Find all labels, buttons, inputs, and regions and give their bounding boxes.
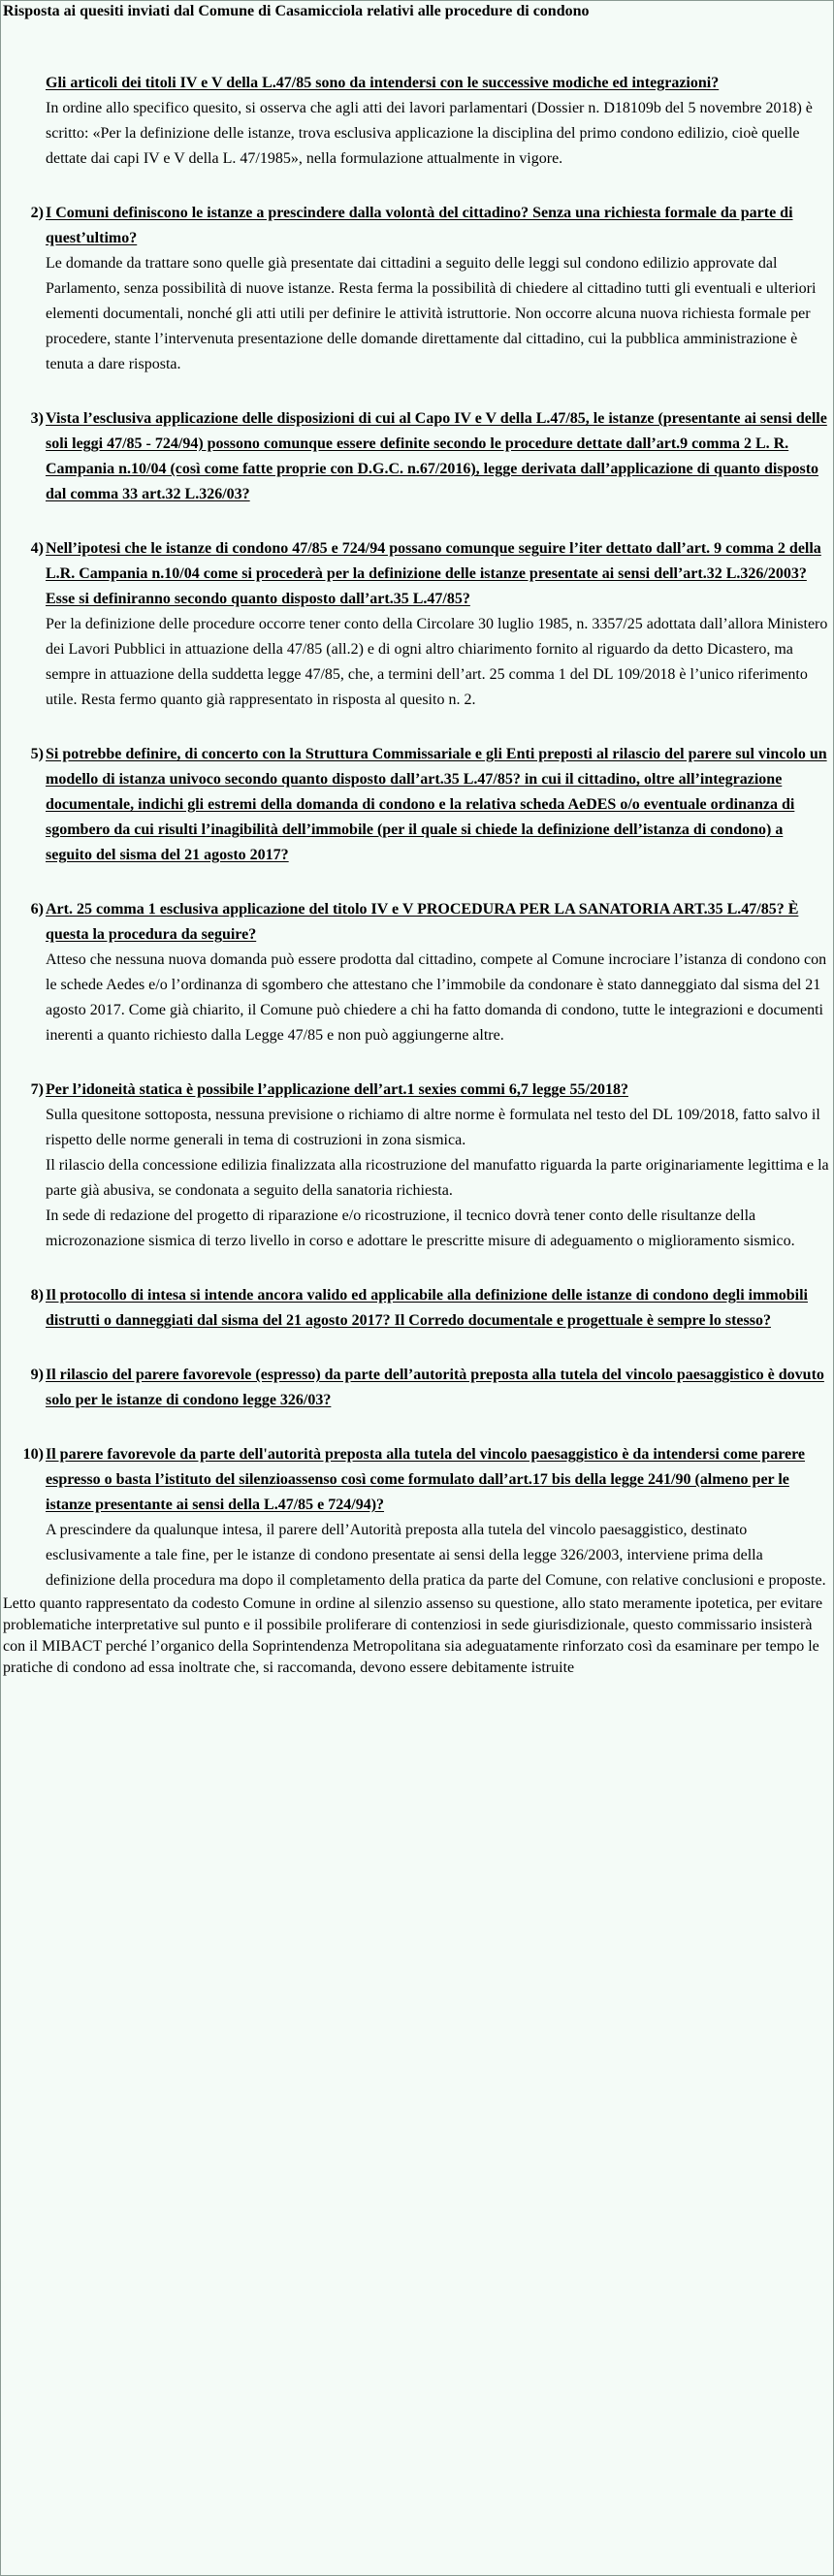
question-number: 8)	[30, 1287, 44, 1304]
answer-text	[46, 1103, 829, 1254]
answer-paragraph: In sede di redazione del progetto di riparazione e/o ricostruzione, il tecnico dovrà tener conto delle risultanze della microzonazione sismica di terzo livello in corso e adottare le prescritte misure di adeguamento o miglioramento sismico.	[46, 1208, 795, 1249]
closing-paragraph: Letto quanto rappresentato da codesto Comune in ordine al silenzio assenso su questione, allo stato meramente ipotetica, per evitare problematiche interpretative sul punto e il possibile proliferare di contenziosi in sede giurisdizionale, questo commissario insisterà con il MIBACT perché l’organico della Soprintendenza Metropolitana sia adeguatamente rinforzato così da esaminare per tempo le pratiche di condono ad essa inoltrate che, si raccomanda, devono essere debitamente istruite	[3, 1595, 823, 1676]
question-number: 6)	[30, 901, 44, 918]
answer-paragraph: Per la definizione delle procedure occorre tener conto della Circolare 30 luglio 1985, n. 3357/25 adottata dall’allora Ministero dei Lavori Pubblici in attuazione della 47/85 (all.2) e di ogni altro chiarimento fornito al riguardo da detto Dicastero, ma sempre in attuazione della suddetta legge 47/85, che, a termini dell’art. 25 comma 1 del DL 109/2018 è l’unico riferimento utile. Resta fermo quanto già rappresentato in risposta al quesito n. 2.	[46, 616, 828, 708]
qa-item	[1, 897, 834, 1048]
question-number: 4)	[30, 540, 44, 557]
question-text: Il rilascio del parere favorevole (espresso) da parte dell’autorità preposta alla tutela del vincolo paesaggistico è dovuto solo per le istanze di condono legge 326/03?	[46, 1367, 824, 1408]
qa-item	[1, 1363, 834, 1413]
qa-item	[1, 1078, 834, 1254]
answer-text	[46, 948, 829, 1048]
question-number: 3)	[30, 410, 44, 427]
question-text: Nell’ipotesi che le istanze di condono 47/85 e 724/94 possano comunque seguire l’iter dettato dall’art. 9 comma 2 della L.R. Campania n.10/04 come si procederà per la definizione delle istanze presentate ai sensi dell’art.32 L.326/2003? Esse si definiranno secondo quanto disposto dall’art.35 L.47/85?	[46, 540, 821, 607]
answer-paragraph: Le domande da trattare sono quelle già presentate dai cittadini a seguito delle leggi sul condono edilizio approvate dal Parlamento, senza possibilità di nuove istanze. Resta ferma la possibilità di chiedere al cittadino tutti gli eventuali e ulteriori elementi documentali, nonché gli atti utili per definire le attività istruttorie. Non occorre alcuna nuova richiesta formale per procedere, stante l’intervenuta presentazione delle domande direttamente dal cittadino, cui la pubblica amministrazione è tenuta a dare risposta.	[46, 255, 817, 372]
answer-paragraph: Il rilascio della concessione edilizia finalizzata alla ricostruzione del manufatto riguarda la parte originariamente legittima e la parte già abusiva, se condonata a seguito della sanatoria richiesta.	[46, 1157, 829, 1199]
question-text: Vista l’esclusiva applicazione delle disposizioni di cui al Capo IV e V della L.47/85, le istanze (presentante ai sensi delle soli leggi 47/85 - 724/94) possono comunque essere definite secondo le procedure dettate dall’art.9 comma 2 L. R. Campania n.10/04 (così come fatte proprie con D.G.C. n.67/2016), legge derivata dall’applicazione di quanto disposto dal comma 33 art.32 L.326/03?	[46, 410, 827, 502]
question-text: Gli articoli dei titoli IV e V della L.47/85 sono da intendersi con le successive modiche ed integrazioni?	[46, 75, 720, 91]
question-text: Per l’idoneità statica è possibile l’applicazione dell’art.1 sexies commi 6,7 legge 55/2018?	[46, 1081, 628, 1098]
question-text: Il protocollo di intesa si intende ancora valido ed applicabile alla definizione delle istanze di condono degli immobili distrutti o danneggiati dal sisma del 21 agosto 2017? Il Corredo documentale e progettuale è sempre lo stesso?	[46, 1287, 808, 1329]
question-number: 2)	[30, 205, 44, 221]
answer-paragraph: A prescindere da qualunque intesa, il parere dell’Autorità preposta alla tutela del vincolo paesaggistico, destinato esclusivamente a tale fine, per le istanze di condono presentate ai sensi della legge 326/2003, interviene prima della definizione della procedura ma dopo il completamento della pratica da parte del Comune, con relative conclusioni e proposte.	[46, 1522, 826, 1589]
question-number: 9)	[30, 1367, 44, 1383]
question-text: Si potrebbe definire, di concerto con la Struttura Commissariale e gli Enti preposti al rilascio del parere sul vincolo un modello di istanza univoco secondo quanto disposto dall’art.35 L.47/85? in cui il cittadino, oltre all’integrazione documentale, indichi gli estremi della domanda di condono e la relativa scheda AeDES o/o eventuale ordinanza di sgombero da cui risulti l’inagibilità dell’immobile (per il quale si chiede la definizione dell’istanza di condono) a seguito del sisma del 21 agosto 2017?	[46, 746, 827, 863]
question-number: 10)	[22, 1446, 44, 1463]
qa-item	[1, 742, 834, 868]
qa-item	[1, 71, 834, 172]
qa-item	[1, 201, 834, 377]
question-number: 7)	[30, 1081, 44, 1098]
answer-text	[46, 1518, 829, 1594]
document-title: Risposta ai quesiti inviati dal Comune di Casamicciola relativi alle procedure di condono	[3, 3, 590, 19]
answer-paragraph: In ordine allo specifico quesito, si osserva che agli atti dei lavori parlamentari (Dossier n. D18109b del 5 novembre 2018) è scritto: «Per la definizione delle istanze, trova esclusiva applicazione la disciplina del primo condono edilizio, cioè quelle dettate dai capi IV e V della L. 47/1985», nella formulazione attualmente in vigore.	[46, 100, 813, 167]
qa-item	[1, 406, 834, 507]
question-text: Art. 25 comma 1 esclusiva applicazione del titolo IV e V PROCEDURA PER LA SANATORIA ART.35 L.47/85? È questa la procedura da seguire?	[46, 901, 799, 943]
qa-item	[1, 536, 834, 713]
question-text: Il parere favorevole da parte dell'autorità preposta alla tutela del vincolo paesaggistico è da intendersi come parere espresso o basta l’istituto del silenzioassenso così come formulato dall’art.17 bis della legge 241/90 (almeno per le istanze presentante ai sensi della L.47/85 e 724/94)?	[46, 1446, 806, 1513]
document-body	[1, 71, 834, 1679]
answer-paragraph: Sulla quesitone sottoposta, nessuna previsione o richiamo di altre norme è formulata nel testo del DL 109/2018, fatto salvo il rispetto delle norme generali in tema di costruzioni in zona sismica.	[46, 1107, 820, 1148]
answer-text	[46, 96, 829, 172]
answer-text	[46, 612, 829, 713]
question-number: 5)	[30, 746, 44, 762]
question-text: I Comuni definiscono le istanze a prescindere dalla volontà del cittadino? Senza una richiesta formale da parte di quest’ultimo?	[46, 205, 793, 246]
answer-paragraph: Atteso che nessuna nuova domanda può essere prodotta dal cittadino, compete al Comune incrociare l’istanza di condono con le schede Aedes e/o l’ordinanza di sgombero che attestano che l’immobile da condonare è stato danneggiato dal sisma del 21 agosto 2017. Come già chiarito, il Comune può chiedere a chi ha fatto domanda di condono, tutte le integrazioni e documenti inerenti a quanto richiesto dalla Legge 47/85 e non può aggiungerne altre.	[46, 951, 827, 1044]
qa-item	[1, 1283, 834, 1334]
qa-item	[1, 1442, 834, 1594]
answer-text	[46, 251, 829, 377]
